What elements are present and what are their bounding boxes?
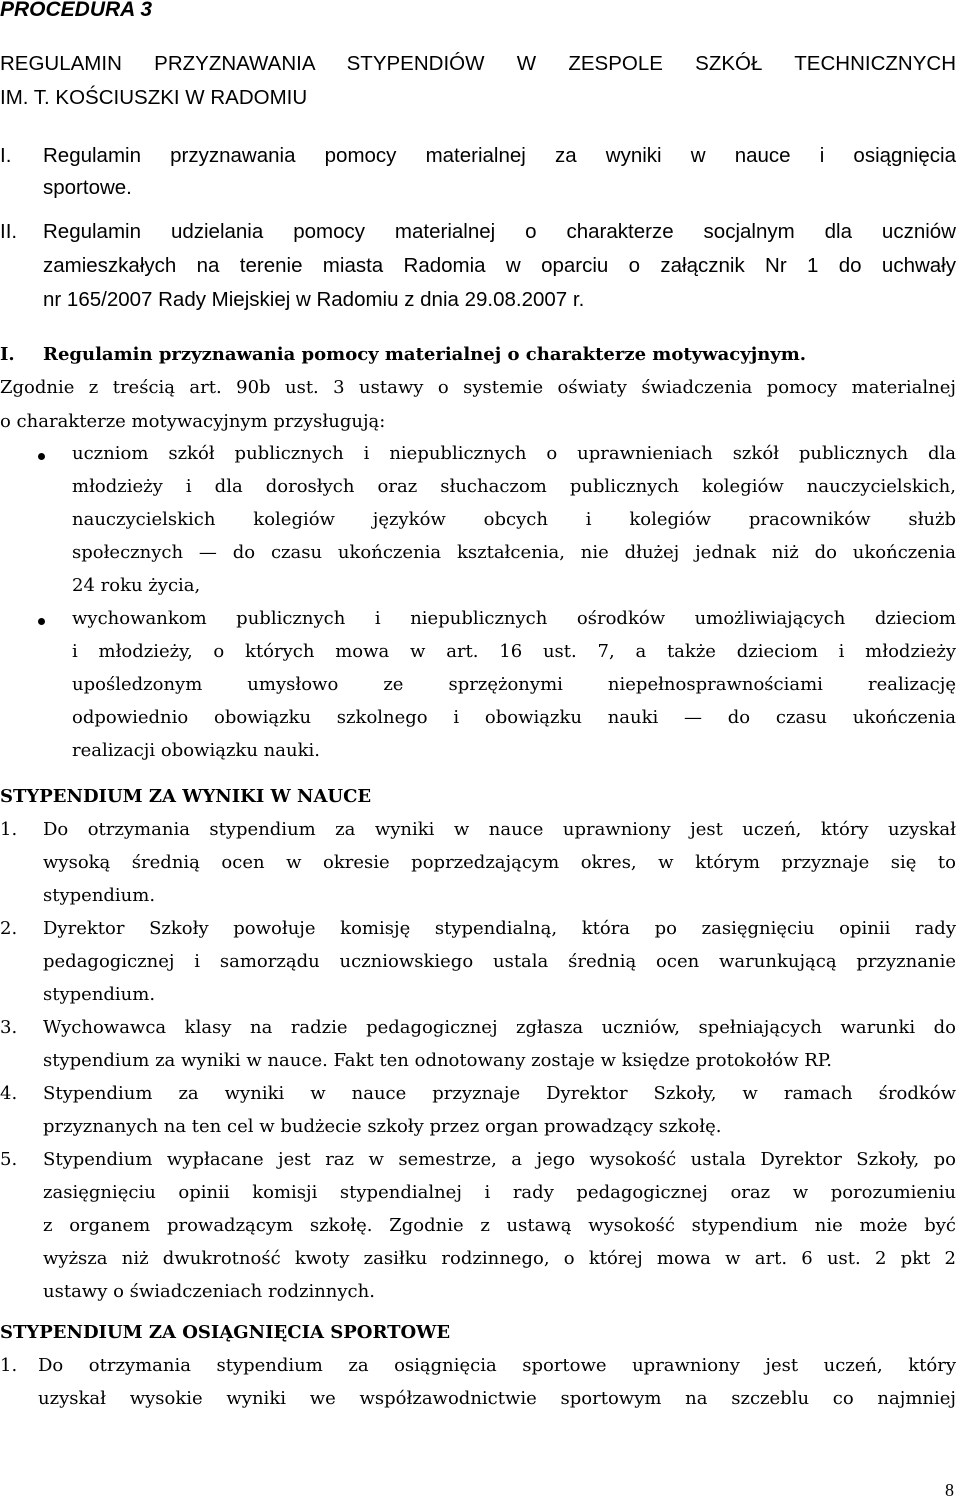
learning-item5-line2: zasięgnięciu opinii komisji stypendialnej i rady pedagogicznej oraz w porozumieniu	[43, 1182, 956, 1203]
learning-item5-line5: ustawy o świadczeniach rodzinnych.	[43, 1281, 375, 1302]
bullet2-line3: upośledzonym umysłowo ze sprzężonymi niepełnosprawnościami realizację	[72, 674, 956, 695]
learning-item5-line1: Stypendium wypłacane jest raz w semestrze, a jego wysokość ustala Dyrektor Szkoły, po	[43, 1149, 956, 1170]
learning-item1-number: 1.	[0, 819, 18, 840]
bullet-icon	[38, 618, 45, 625]
learning-item2-line3: stypendium.	[43, 984, 156, 1005]
learning-item2-line2: pedagogicznej i samorządu uczniowskiego ustala średnią ocen warunkującą przyznanie	[43, 951, 956, 972]
toc-item1-number: I.	[0, 144, 12, 167]
sport-scholarship-heading: STYPENDIUM ZA OSIĄGNIĘCIA SPORTOWE	[0, 1322, 451, 1343]
learning-item5-line3: z organem prowadzącym szkołę. Zgodnie z ustawą wysokość stypendium nie może być	[43, 1215, 956, 1236]
bullet-icon	[38, 453, 45, 460]
bullet2-line1: wychowankom publicznych i niepublicznych ośrodków umożliwiających dzieciom	[72, 608, 956, 629]
toc-item1-line2: sportowe.	[43, 176, 132, 199]
document-title-line1: REGULAMIN PRZYZNAWANIA STYPENDIÓW W ZESPOLE SZKÓŁ TECHNICZNYCH	[0, 52, 956, 75]
bullet2-line5: realizacji obowiązku nauki.	[72, 740, 320, 761]
bullet1-line3: nauczycielskich kolegiów języków obcych i kolegiów pracowników służb	[72, 509, 956, 530]
learning-item1-line3: stypendium.	[43, 885, 156, 906]
toc-item2-line2: zamieszkałych na terenie miasta Radomia w oparciu o załącznik Nr 1 do uchwały	[43, 254, 956, 277]
toc-item2-line3: nr 165/2007 Rady Miejskiej w Radomiu z dnia 29.08.2007 r.	[43, 288, 585, 311]
learning-item4-number: 4.	[0, 1083, 18, 1104]
bullet1-line2: młodzieży i dla dorosłych oraz słuchaczom publicznych kolegiów nauczycielskich,	[72, 476, 956, 497]
section1-heading: Regulamin przyznawania pomocy materialnej o charakterze motywacyjnym.	[43, 344, 807, 365]
learning-item4-line2: przyznanych na ten cel w budżecie szkoły przez organ prowadzący szkołę.	[43, 1116, 722, 1137]
learning-item5-number: 5.	[0, 1149, 18, 1170]
learning-item1-line2: wysoką średnią ocen w okresie poprzedzającym okres, w którym przyznaje się to	[43, 852, 956, 873]
page-number: 8	[945, 1480, 954, 1500]
learning-item2-line1: Dyrektor Szkoły powołuje komisję stypendialną, która po zasięgnięciu opinii rady	[43, 918, 956, 939]
bullet2-line2: i młodzieży, o których mowa w art. 16 ust. 7, a także dzieciom i młodzieży	[72, 641, 956, 662]
toc-item2-number: II.	[0, 220, 18, 243]
learning-item3-line1: Wychowawca klasy na radzie pedagogicznej zgłasza uczniów, spełniających warunki do	[43, 1017, 956, 1038]
learning-item3-line2: stypendium za wyniki w nauce. Fakt ten odnotowany zostaje w księdze protokołów RP.	[43, 1050, 832, 1071]
section1-intro-line1: Zgodnie z treścią art. 90b ust. 3 ustawy o systemie oświaty świadczenia pomocy materialnej	[0, 377, 956, 398]
sport-item1-number: 1.	[0, 1355, 18, 1376]
toc-item2-line1: Regulamin udzielania pomocy materialnej o charakterze socjalnym dla uczniów	[43, 220, 956, 243]
section1-number: I.	[0, 344, 15, 365]
bullet1-line4: społecznych — do czasu ukończenia kształcenia, nie dłużej jednak niż do ukończenia	[72, 542, 956, 563]
learning-item5-line4: wyższa niż dwukrotność kwoty zasiłku rodzinnego, o której mowa w art. 6 ust. 2 pkt 2	[43, 1248, 956, 1269]
procedure-label: PROCEDURA 3	[0, 0, 153, 21]
bullet1-line1: uczniom szkół publicznych i niepublicznych o uprawnieniach szkół publicznych dla	[72, 443, 956, 464]
document-title-line2: IM. T. KOŚCIUSZKI W RADOMIU	[0, 86, 308, 109]
learning-item2-number: 2.	[0, 918, 18, 939]
learning-item3-number: 3.	[0, 1017, 18, 1038]
sport-item1-line1: Do otrzymania stypendium za osiągnięcia sportowe uprawniony jest uczeń, który	[38, 1355, 956, 1376]
learning-item4-line1: Stypendium za wyniki w nauce przyznaje Dyrektor Szkoły, w ramach środków	[43, 1083, 956, 1104]
toc-item1-line1: Regulamin przyznawania pomocy materialnej za wyniki w nauce i osiągnięcia	[43, 144, 956, 167]
sport-item1-line2: uzyskał wysokie wyniki we współzawodnictwie sportowym na szczeblu co najmniej	[38, 1388, 956, 1409]
bullet2-line4: odpowiednio obowiązku szkolnego i obowiązku nauki — do czasu ukończenia	[72, 707, 956, 728]
learning-item1-line1: Do otrzymania stypendium za wyniki w nauce uprawniony jest uczeń, który uzyskał	[43, 819, 956, 840]
bullet1-line5: 24 roku życia,	[72, 575, 201, 596]
section1-intro-line2: o charakterze motywacyjnym przysługują:	[0, 411, 386, 432]
learning-scholarship-heading: STYPENDIUM ZA WYNIKI W NAUCE	[0, 786, 372, 807]
